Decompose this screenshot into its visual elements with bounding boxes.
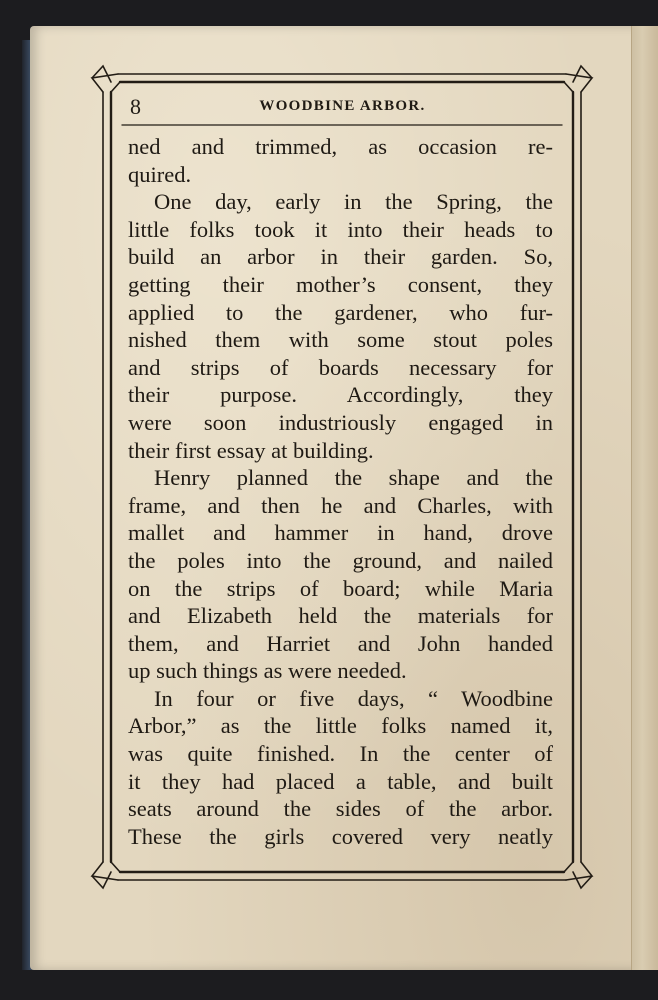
text-line: These the girls covered very neatly — [128, 823, 553, 849]
text-line: Henry planned the shape and the — [154, 465, 553, 491]
text-line: getting their mother’s consent, they — [128, 271, 553, 297]
text-line: the poles into the ground, and nailed — [128, 547, 553, 573]
text-line: their first essay at building. — [128, 437, 374, 463]
text-line: mallet and hammer in hand, drove — [128, 520, 553, 546]
text-line: little folks took it into their heads to — [128, 216, 553, 242]
page-header — [130, 96, 555, 122]
text-line: up such things as were needed. — [128, 658, 407, 684]
text-line: were soon industriously engaged in — [128, 409, 553, 435]
facing-page-edge — [631, 26, 658, 970]
text-line: frame, and then he and Charles, with — [128, 492, 553, 518]
text-line: was quite finished. In the center of — [128, 741, 553, 767]
text-line: them, and Harriet and John handed — [128, 630, 553, 656]
text-line: it they had placed a table, and built — [128, 768, 553, 794]
running-head: WOODBINE ARBOR. — [259, 98, 426, 114]
text-line: In four or five days, “ Woodbine — [154, 685, 553, 711]
page-number: 8 — [130, 94, 141, 119]
text-line: on the strips of board; while Maria — [128, 575, 553, 601]
text-line: seats around the sides of the arbor. — [128, 796, 553, 822]
body-text — [128, 133, 553, 850]
text-line: and Elizabeth held the materials for — [128, 603, 553, 629]
text-line: their purpose. Accordingly, they — [128, 382, 553, 408]
text-line: applied to the gardener, who fur- — [128, 299, 553, 325]
text-line: build an arbor in their garden. So, — [128, 244, 553, 270]
text-line: Arbor,” as the little folks named it, — [128, 713, 553, 739]
text-line: ned and trimmed, as occasion re- — [128, 134, 553, 159]
text-line: nished them with some stout poles — [128, 327, 553, 353]
text-line: quired. — [128, 161, 192, 187]
text-line: and strips of boards necessary for — [128, 354, 553, 380]
text-line: One day, early in the Spring, the — [154, 189, 553, 215]
